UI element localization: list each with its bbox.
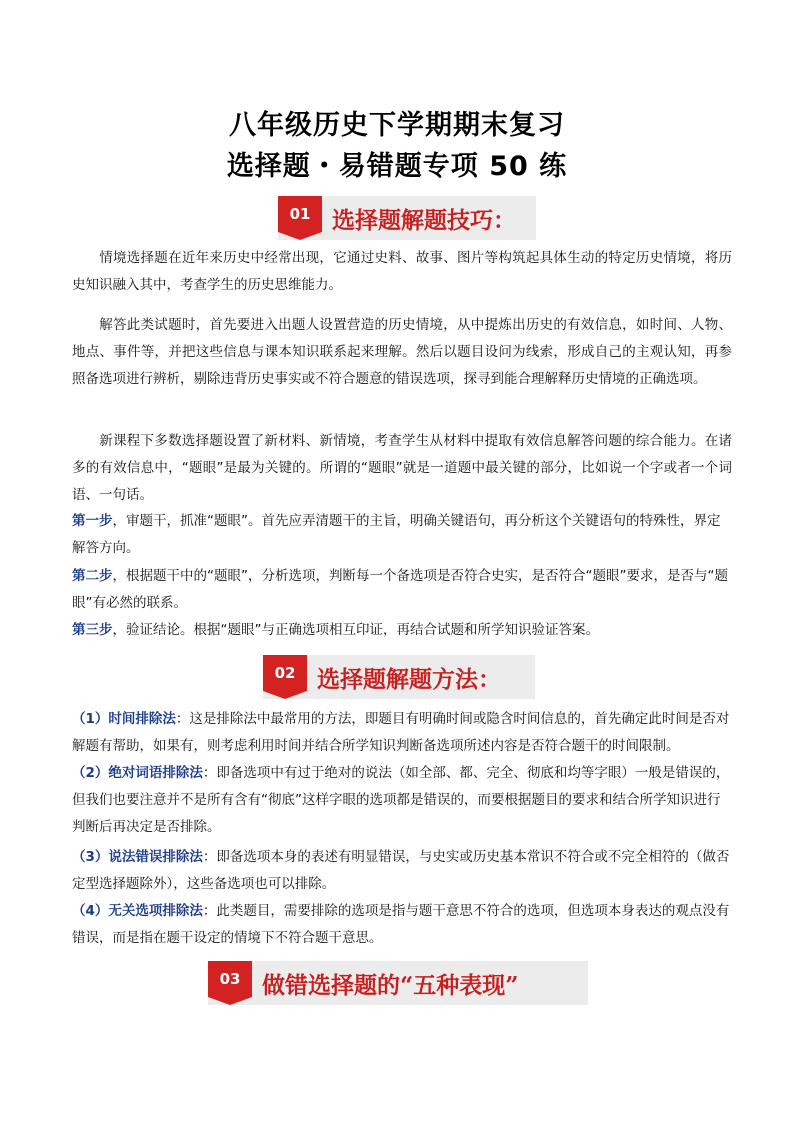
section-number-badge: 02 (263, 655, 307, 699)
section-header-methods (263, 655, 535, 699)
section-title: 做错选择题的“五种表现” (262, 972, 519, 999)
step-2: 第二步，根据题干中的“题眼”，分析选项，判断每一个备选项是否符合史实，是否符合“题眼”要求，是否与“题眼”有必然的联系。 (72, 568, 728, 611)
section-number-badge: 01 (278, 196, 322, 240)
step-1: 第一步，审题干，抓准“题眼”。首先应弄清题干的主旨，明确关键语句，再分析这个关键语句的特殊性，界定解答方向。 (72, 513, 721, 556)
method-3: （3）说法错误排除法：即备选项本身的表述有明显错误，与史实或历史基本常识不符合或不完全相符的（做否定型选择题除外），这些备选项也可以排除。 (72, 849, 730, 892)
page-subtitle: 选择题・易错题专项 50 练 (226, 151, 568, 182)
section-title: 选择题解题方法： (317, 666, 501, 693)
intro-paragraph-1: 情境选择题在近年来历史中经常出现，它通过史料、故事、图片等构筑起具体生动的特定历史情境，将历史知识融入其中，考查学生的历史思维能力。 (72, 250, 732, 293)
section-header-techniques (278, 196, 536, 240)
intro-paragraph-2: 解答此类试题时，首先要进入出题人设置营造的历史情境，从中提炼出历史的有效信息，如时间、人物、地点、事件等，并把这些信息与课本知识联系起来理解。然后以题目设问为线索，形成自己的主观认知，再参照备选项进行辨析，剔除违背历史事实或不符合题意的错误选项，探寻到能合理解释历史情境的正确选项。 (72, 317, 732, 387)
section-number-badge: 03 (208, 961, 252, 1005)
intro-paragraph-3: 新课程下多数选择题设置了新材料、新情境，考查学生从材料中提取有效信息解答问题的综合能力。在诸多的有效信息中，“题眼”是最为关键的。所谓的“题眼”就是一道题中最关键的部分，比如说一个字或者一个词语、一句话。 (72, 433, 732, 503)
method-2: （2）绝对词语排除法：即备选项中有过于绝对的说法（如全部、都、完全、彻底和均等字眼）一般是错误的，但我们也要注意并不是所有含有“彻底”这样字眼的选项都是错误的，而要根据题目的要求和结合所学知识进行判断后再决定是否排除。 (72, 765, 730, 835)
page-title: 八年级历史下学期期末复习 (229, 110, 565, 141)
section-title: 选择题解题技巧： (332, 207, 516, 234)
section-header-mistakes (208, 961, 588, 1005)
step-3: 第三步，验证结论。根据“题眼”与正确选项相互印证，再结合试题和所学知识验证答案。 (72, 622, 599, 638)
method-4: （4）无关选项排除法：此类题目，需要排除的选项是指与题干意思不符合的选项，但选项本身表达的观点没有错误，而是指在题干设定的情境下不符合题干意思。 (72, 903, 730, 946)
method-1: （1）时间排除法：这是排除法中最常用的方法，即题目有明确时间或隐含时间信息的，首先确定此时间是否对解题有帮助，如果有，则考虑利用时间并结合所学知识判断备选项所述内容是否符合题干的时间限制。 (72, 711, 730, 754)
